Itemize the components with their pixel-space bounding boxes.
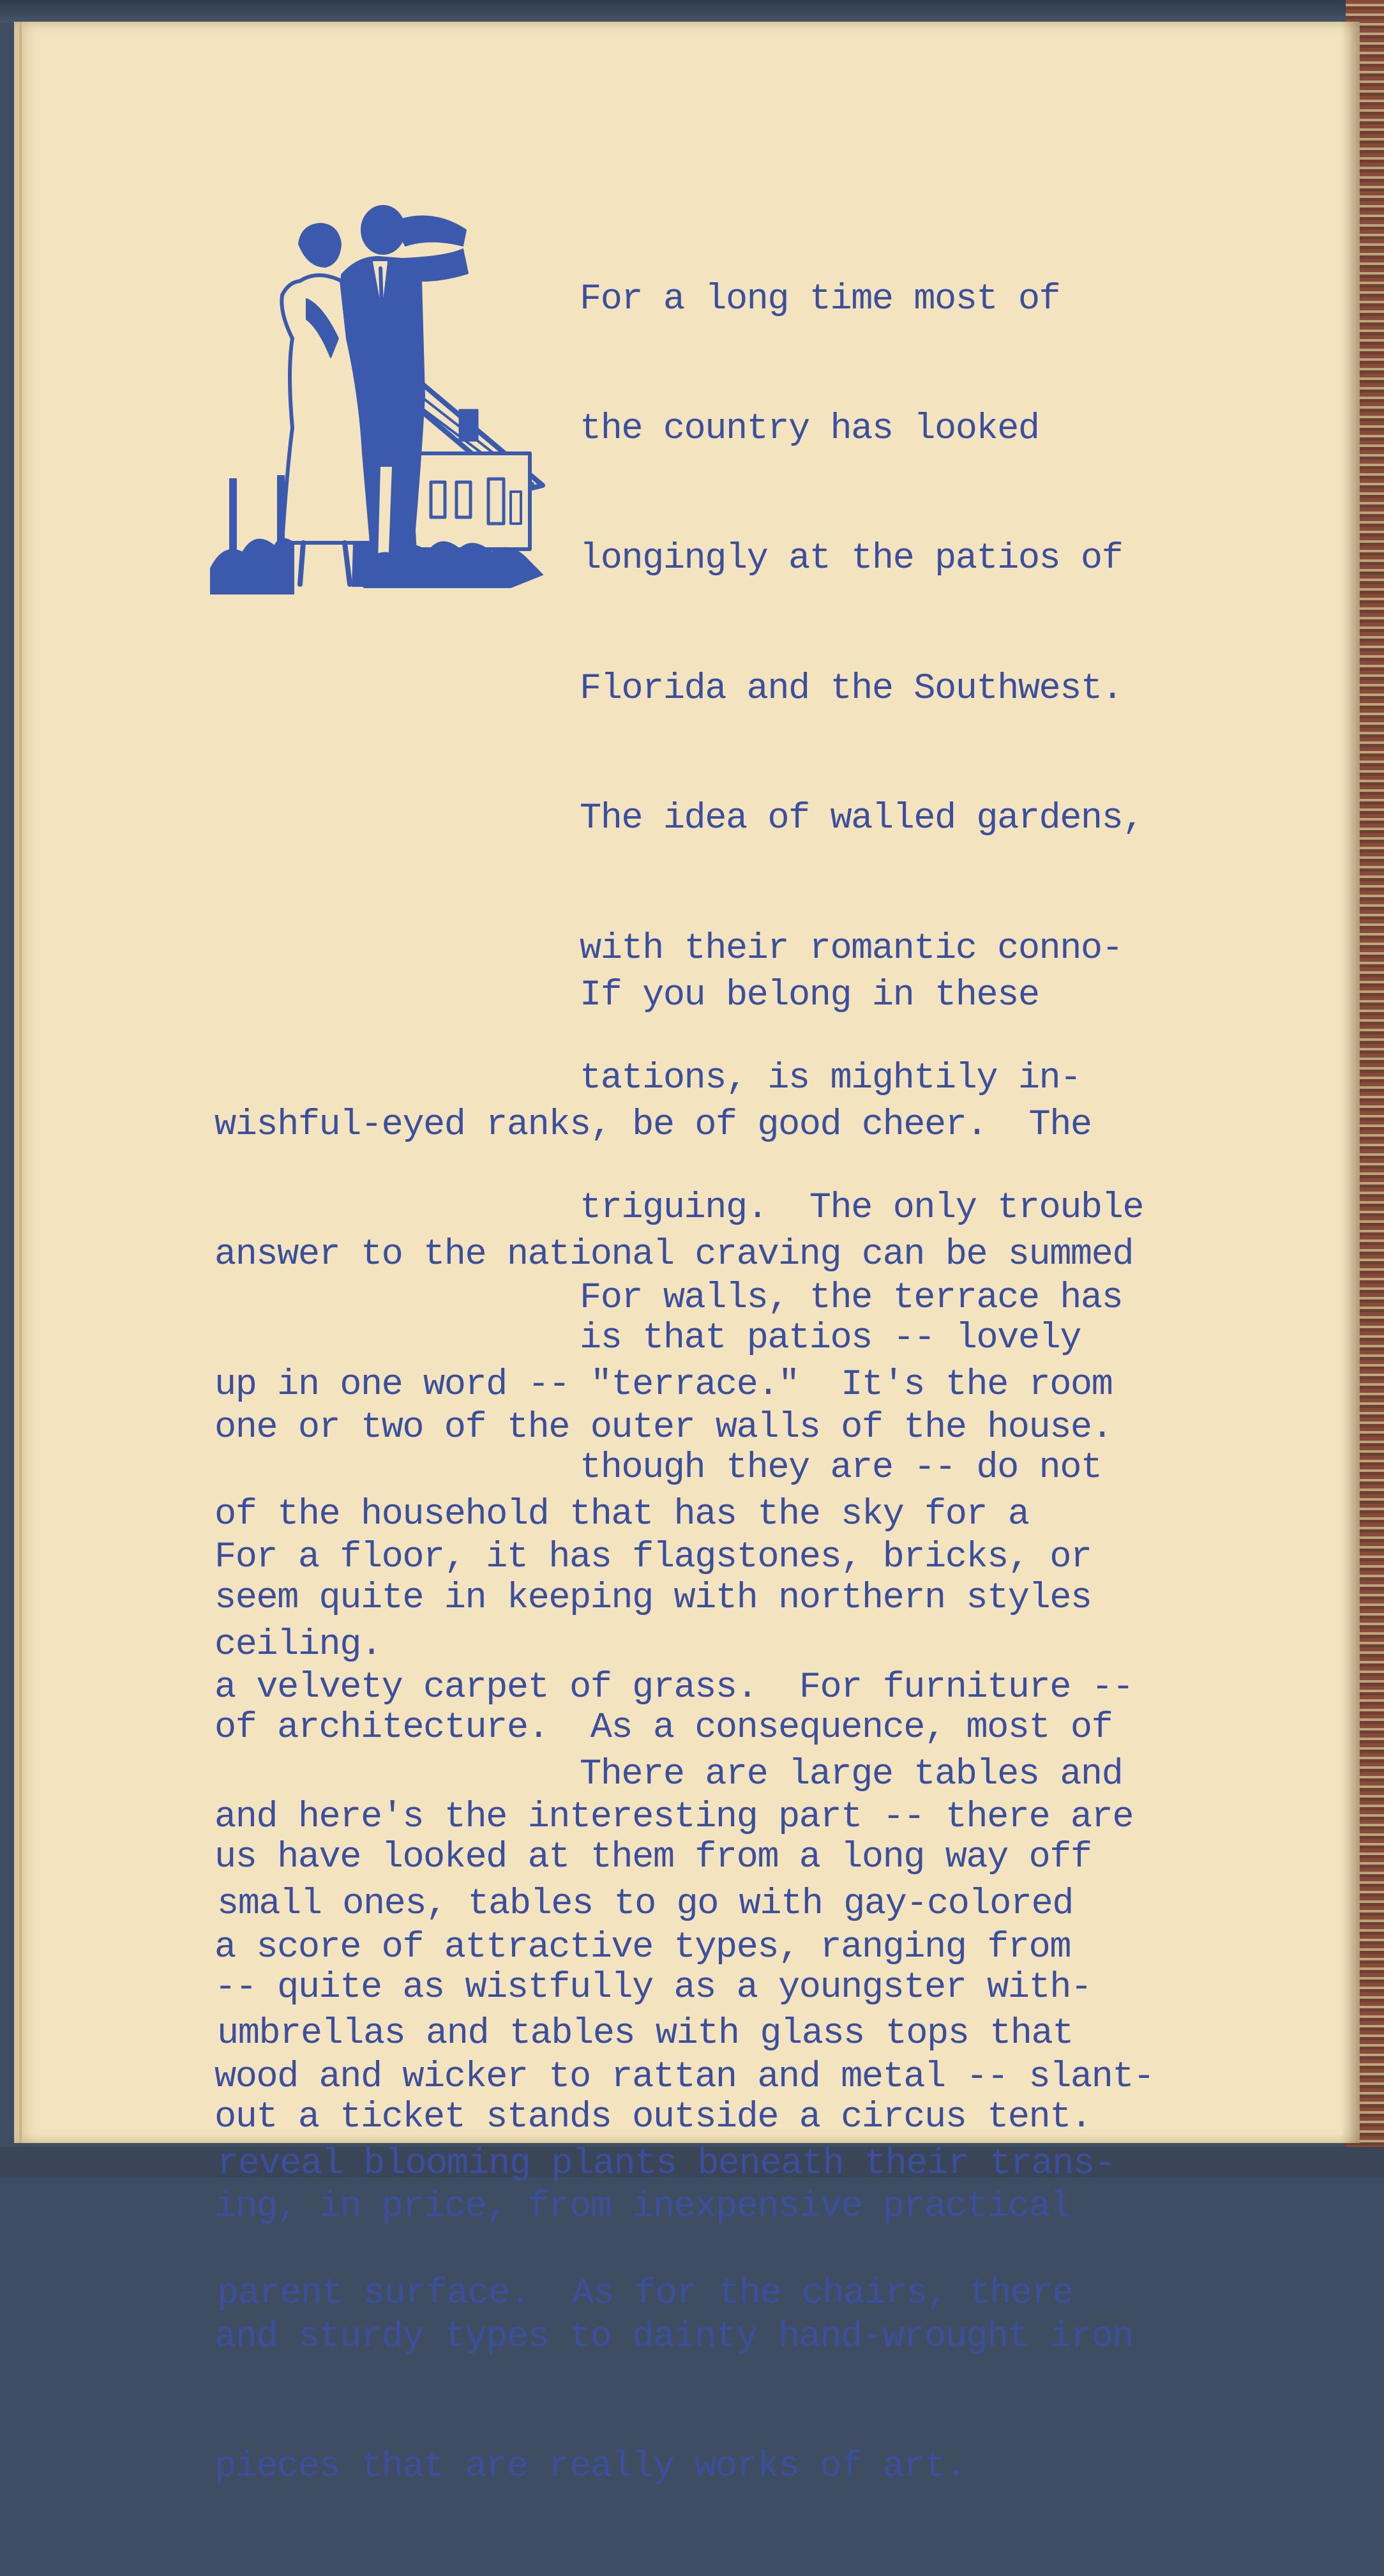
text-line: is that patios -- lovely (580, 1317, 1081, 1359)
text-line: answer to the national craving can be summed (214, 1234, 1134, 1276)
text-line: pieces that are really works of art. (214, 2446, 967, 2488)
text-line: us have looked at them from a long way off (214, 1837, 1092, 1879)
text-line: tations, is mightily in- (580, 1057, 1081, 1099)
paragraph-4 (217, 1667, 1122, 2403)
text-line: the country has looked (580, 408, 1039, 450)
text-line: -- quite as wistfully as a youngster with- (214, 1967, 1092, 2008)
text-line: longingly at the patios of (580, 538, 1123, 580)
text-line: ceiling. (214, 1624, 382, 1665)
text-line: umbrellas and tables with glass tops that (217, 2013, 1073, 2055)
book-binding-top (0, 0, 1384, 23)
text-line: a velvety carpet of grass. For furniture -- (214, 1667, 1134, 1708)
text-line: If you belong in these (580, 974, 1039, 1016)
text-line: seem quite in keeping with northern styles (214, 1577, 1092, 1619)
text-line: reveal blooming plants beneath their trans- (217, 2143, 1115, 2185)
text-line: a score of attractive types, ranging from (214, 1927, 1071, 1968)
text-line: For walls, the terrace has (580, 1277, 1123, 1319)
text-line: ing, in price, from inexpensive practical (214, 2186, 1071, 2228)
text-line: one or two of the outer walls of the house. (214, 1407, 1113, 1448)
text-line: small ones, tables to go with gay-colored (217, 1883, 1073, 1925)
text-line: with their romantic conno- (580, 928, 1123, 969)
text-line: The idea of walled gardens, (580, 798, 1144, 840)
text-line: Florida and the Southwest. (580, 668, 1123, 709)
text-line: out a ticket stands outside a circus tent. (214, 2097, 1092, 2139)
text-line: and sturdy types to dainty hand-wrought iron (214, 2316, 1134, 2358)
text-line: parent surface. As for the chairs, there (217, 2273, 1073, 2315)
text-line: and here's the interesting part -- there are (214, 1797, 1134, 1838)
text-line: There are large tables and (580, 1754, 1123, 1795)
text-line: triguing. The only trouble (580, 1188, 1144, 1229)
text-line: of the household that has the sky for a (214, 1494, 1029, 1536)
text-line: up in one word -- "terrace." It's the room (214, 1364, 1113, 1405)
page-gutter (19, 22, 22, 2143)
text-line: though they are -- do not (580, 1448, 1102, 1489)
text-line: wood and wicker to rattan and metal -- slant- (214, 2056, 1154, 2098)
text-line: wishful-eyed ranks, be of good cheer. The (214, 1104, 1092, 1146)
couple-looking-at-house-illustration (211, 185, 555, 607)
text-line: of architecture. As a consequence, most of (214, 1707, 1113, 1748)
text-line: For a floor, it has flagstones, bricks, or (214, 1537, 1092, 1579)
text-line: For a long time most of (580, 278, 1060, 320)
